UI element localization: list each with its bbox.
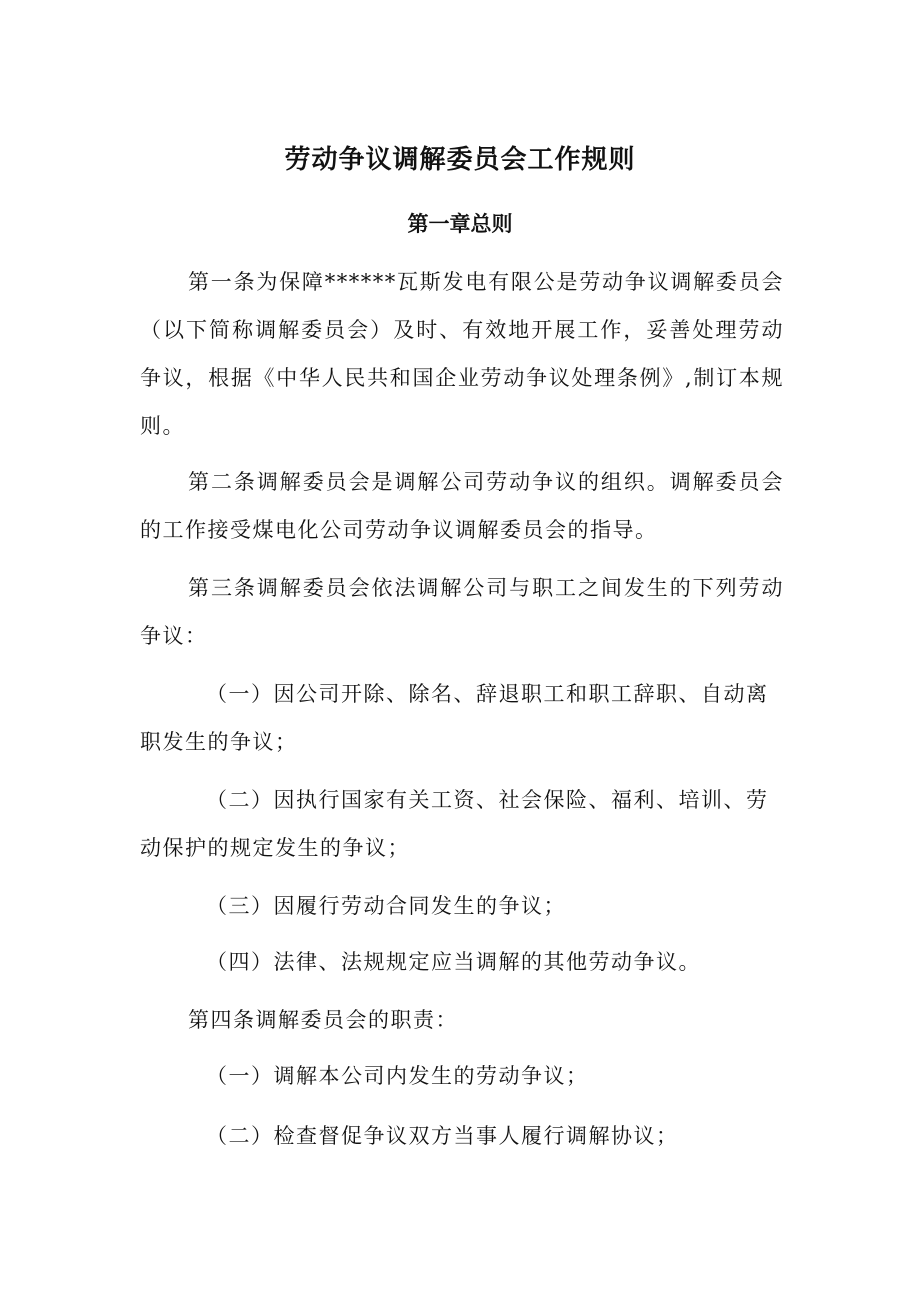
article-2: 第二条调解委员会是调解公司劳动争议的组织。调解委员会的工作接受煤电化公司劳动争议调解委员会的指导。: [140, 470, 784, 542]
article-3-item-2: （二）因执行国家有关工资、社会保险、福利、培训、劳动保护的规定发生的争议；: [140, 788, 769, 860]
article-3-item-3: （三）因履行劳动合同发生的争议；: [206, 894, 566, 918]
article-3: 第三条调解委员会依法调解公司与职工之间发生的下列劳动争议：: [140, 576, 784, 648]
article-1: 第一条为保障******瓦斯发电有限公是劳动争议调解委员会（以下简称调解委员会）及时、有效地开展工作，妥善处理劳动争议，根据《中华人民共和国企业劳动争议处理条例》,制订本规则。: [140, 270, 784, 438]
article-4: 第四条调解委员会的职责：: [188, 1008, 458, 1032]
article-3-item-4: （四）法律、法规规定应当调解的其他劳动争议。: [206, 950, 701, 974]
article-4-item-1: （一）调解本公司内发生的劳动争议；: [206, 1064, 589, 1088]
chapter-heading: 第一章总则: [407, 211, 513, 236]
document-title: 劳动争议调解委员会工作规则: [284, 145, 636, 175]
article-4-item-2: （二）检查督促争议双方当事人履行调解协议；: [206, 1124, 679, 1148]
article-3-item-1: （一）因公司开除、除名、辞退职工和职工辞职、自动离职发生的争议；: [140, 682, 769, 754]
